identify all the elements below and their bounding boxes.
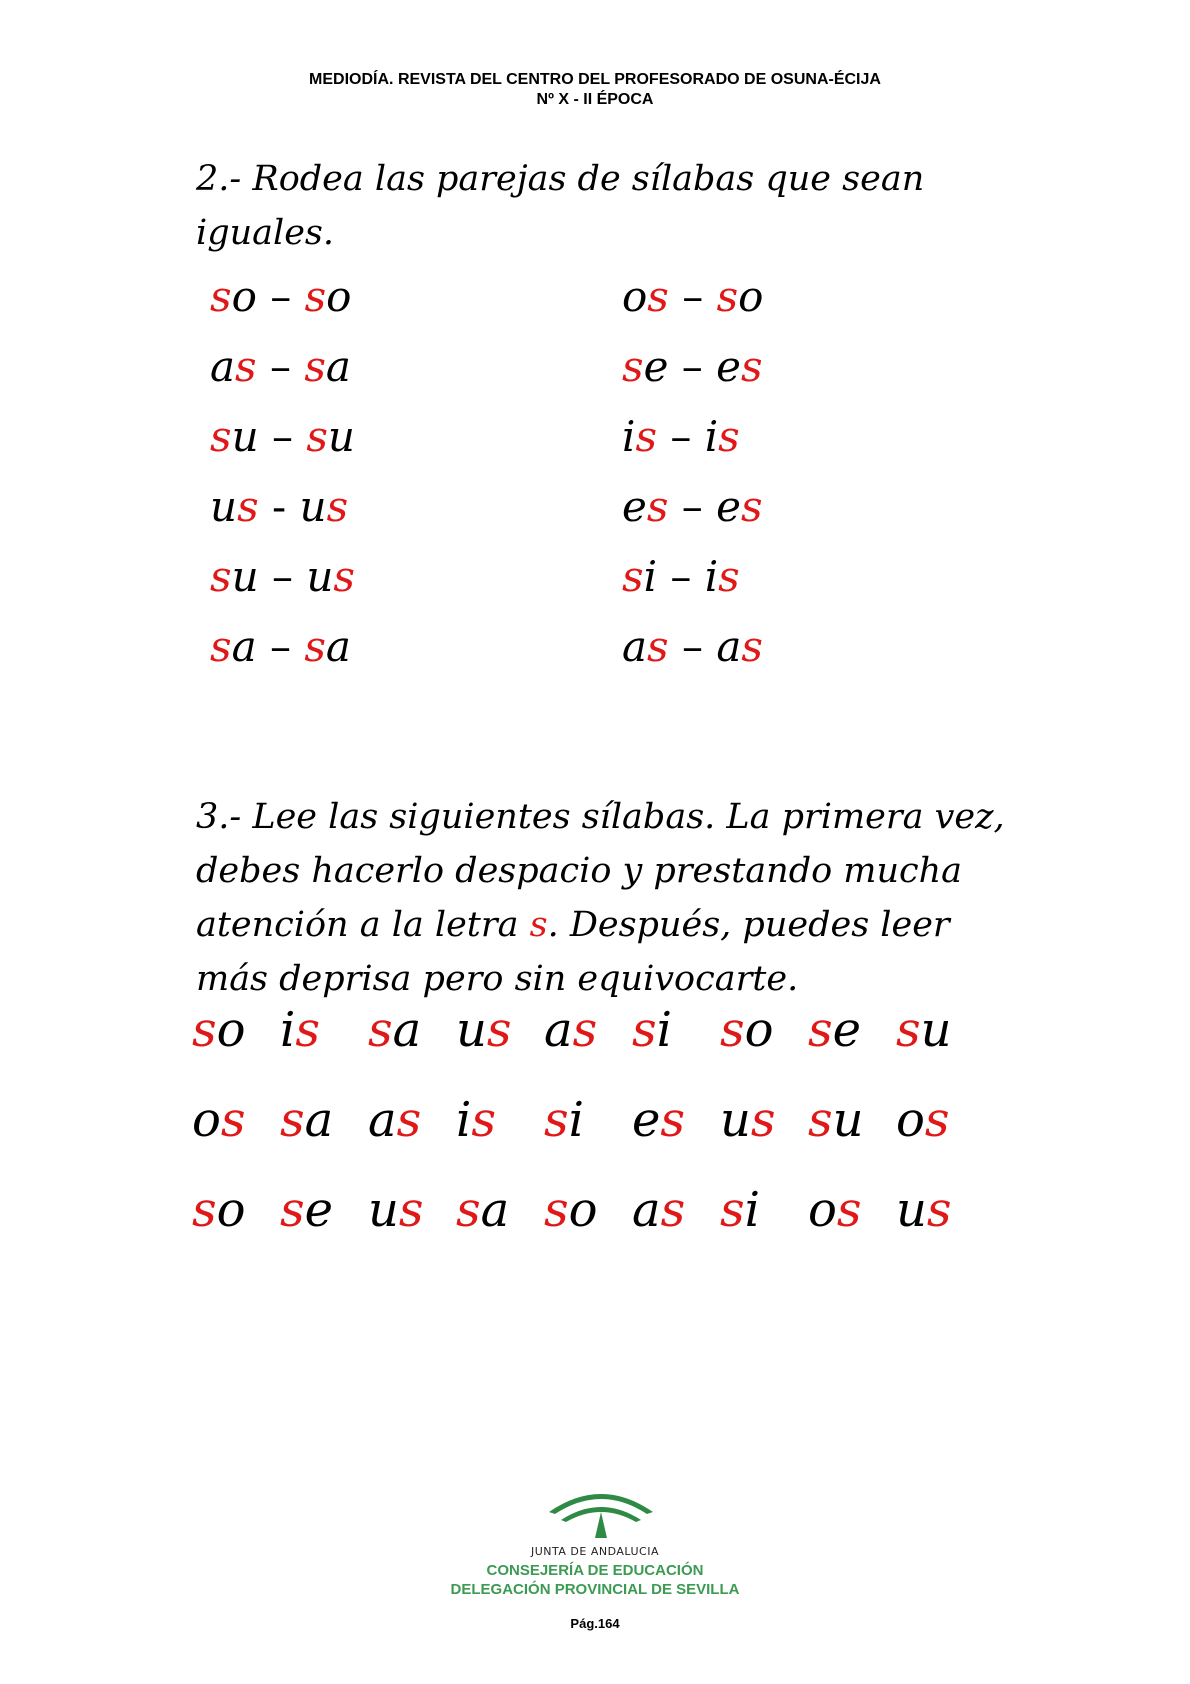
syllable: so <box>716 272 764 321</box>
syllable: sa <box>368 1002 422 1058</box>
syllable: us <box>210 482 259 531</box>
syllable-row <box>192 1002 1022 1062</box>
syllable: so <box>720 1002 774 1058</box>
syllable: us <box>299 482 349 531</box>
syllable: as <box>632 1182 686 1238</box>
syllable-cell <box>808 1092 864 1148</box>
syllable-pair <box>210 412 355 461</box>
syllable: os <box>622 272 669 321</box>
syllable: su <box>808 1092 864 1148</box>
syllable: so <box>304 272 352 321</box>
highlight-letter: s <box>529 905 548 945</box>
syllable: as <box>622 622 669 671</box>
syllable: os <box>192 1092 246 1148</box>
syllable: sa <box>210 622 257 671</box>
syllable-cell <box>632 1002 672 1058</box>
syllable-pair <box>210 552 355 601</box>
junta-de-andalucia-logo <box>543 1482 659 1542</box>
pair-separator: – <box>668 342 717 391</box>
syllable: es <box>716 482 763 531</box>
syllable-cell <box>720 1092 776 1148</box>
syllable: se <box>808 1002 862 1058</box>
instructions-text-before: 3.- Lee las siguientes sílabas. La primera vez, debes hacerlo despacio y prestando mucha atención a la letra <box>196 797 1005 945</box>
syllable-pair <box>622 622 763 671</box>
syllable-cell <box>456 1002 512 1058</box>
syllable-row <box>192 1182 1022 1242</box>
syllable-cell <box>456 1092 496 1148</box>
header-issue: Nº X - II ÉPOCA <box>536 91 654 108</box>
syllable: us <box>306 552 355 601</box>
syllable: su <box>210 412 259 461</box>
syllable-cell <box>896 1182 952 1238</box>
syllable-cell <box>896 1092 950 1148</box>
page-header <box>0 70 1190 110</box>
syllable: so <box>192 1182 246 1238</box>
syllable-cell <box>192 1002 246 1058</box>
syllable-cell <box>192 1182 246 1238</box>
syllable: so <box>192 1002 246 1058</box>
syllable: es <box>716 342 763 391</box>
syllable-pair <box>622 342 763 391</box>
syllable: as <box>544 1002 598 1058</box>
syllable-cell <box>632 1092 685 1148</box>
syllable: se <box>622 342 669 391</box>
syllable-cell <box>808 1182 862 1238</box>
syllable: so <box>210 272 257 321</box>
pair-separator: - <box>258 482 300 531</box>
syllable-pair <box>622 552 740 601</box>
syllable: su <box>896 1002 952 1058</box>
page-number: Pág.164 <box>570 1616 620 1631</box>
pair-separator: – <box>256 272 305 321</box>
syllable: us <box>456 1002 512 1058</box>
syllable: es <box>622 482 669 531</box>
syllable: se <box>280 1182 334 1238</box>
header-title: MEDIODÍA. REVISTA DEL CENTRO DEL PROFESORADO DE OSUNA-ÉCIJA <box>309 71 881 88</box>
instructions-text-after: . Después, puedes leer más deprisa pero sin equivocarte. <box>196 905 950 999</box>
syllable-cell <box>368 1092 421 1148</box>
syllable-cell <box>544 1182 598 1238</box>
syllable: is <box>622 412 657 461</box>
syllable: is <box>456 1092 496 1148</box>
syllable: sa <box>304 342 351 391</box>
syllable: su <box>210 552 259 601</box>
syllable: os <box>808 1182 862 1238</box>
syllable-cell <box>280 1182 333 1238</box>
syllable-cell <box>280 1092 333 1148</box>
syllable-cell <box>896 1002 952 1058</box>
syllable: as <box>716 622 763 671</box>
syllable: os <box>896 1092 950 1148</box>
syllable-row <box>192 1092 1022 1152</box>
syllable: us <box>896 1182 952 1238</box>
logo-caption: JUNTA DE ANDALUCIA <box>531 1545 659 1558</box>
pair-separator: – <box>657 552 705 601</box>
syllable-cell <box>632 1182 685 1238</box>
syllable-cell <box>192 1092 246 1148</box>
syllable-cell <box>280 1002 320 1058</box>
syllable: is <box>704 412 740 461</box>
syllable-pair <box>210 272 351 321</box>
syllable: us <box>368 1182 424 1238</box>
pair-separator: – <box>657 412 705 461</box>
syllable-cell <box>544 1002 597 1058</box>
syllable: sa <box>280 1092 334 1148</box>
pair-separator: – <box>668 622 717 671</box>
pair-separator: – <box>256 622 305 671</box>
syllable: as <box>210 342 257 391</box>
consejeria-name: CONSEJERÍA DE EDUCACIÓN <box>486 1562 704 1579</box>
syllable: si <box>632 1002 672 1058</box>
syllable-pair <box>210 622 351 671</box>
syllable-cell <box>368 1002 421 1058</box>
exercise-3-instructions <box>196 790 1026 1006</box>
syllable: sa <box>456 1182 510 1238</box>
syllable-cell <box>720 1182 760 1238</box>
delegacion-name: DELEGACIÓN PROVINCIAL DE SEVILLA <box>450 1581 740 1598</box>
syllable-pair <box>622 482 763 531</box>
pair-separator: – <box>258 412 307 461</box>
institution-block <box>0 1561 1190 1599</box>
syllable: is <box>280 1002 320 1058</box>
syllable: so <box>544 1182 598 1238</box>
exercise-2-title: 2.- Rodea las parejas de sílabas que sean iguales. <box>196 159 925 253</box>
syllable: si <box>622 552 657 601</box>
syllable-cell <box>544 1092 584 1148</box>
syllable-pair <box>210 342 351 391</box>
syllable: si <box>544 1092 584 1148</box>
syllable: su <box>306 412 355 461</box>
syllable: us <box>720 1092 776 1148</box>
pair-separator: – <box>668 482 717 531</box>
syllable-cell <box>456 1182 509 1238</box>
syllable-cell <box>720 1002 774 1058</box>
syllable: es <box>632 1092 686 1148</box>
syllable: si <box>720 1182 760 1238</box>
pair-separator: – <box>258 552 307 601</box>
syllable: sa <box>304 622 351 671</box>
syllable: as <box>368 1092 422 1148</box>
syllable-pair <box>210 482 348 531</box>
syllable-cell <box>808 1002 861 1058</box>
pair-separator: – <box>256 342 305 391</box>
syllable-pair <box>622 412 740 461</box>
syllable: is <box>704 552 740 601</box>
syllable-pair <box>622 272 763 321</box>
syllable-cell <box>368 1182 424 1238</box>
pair-separator: – <box>668 272 717 321</box>
